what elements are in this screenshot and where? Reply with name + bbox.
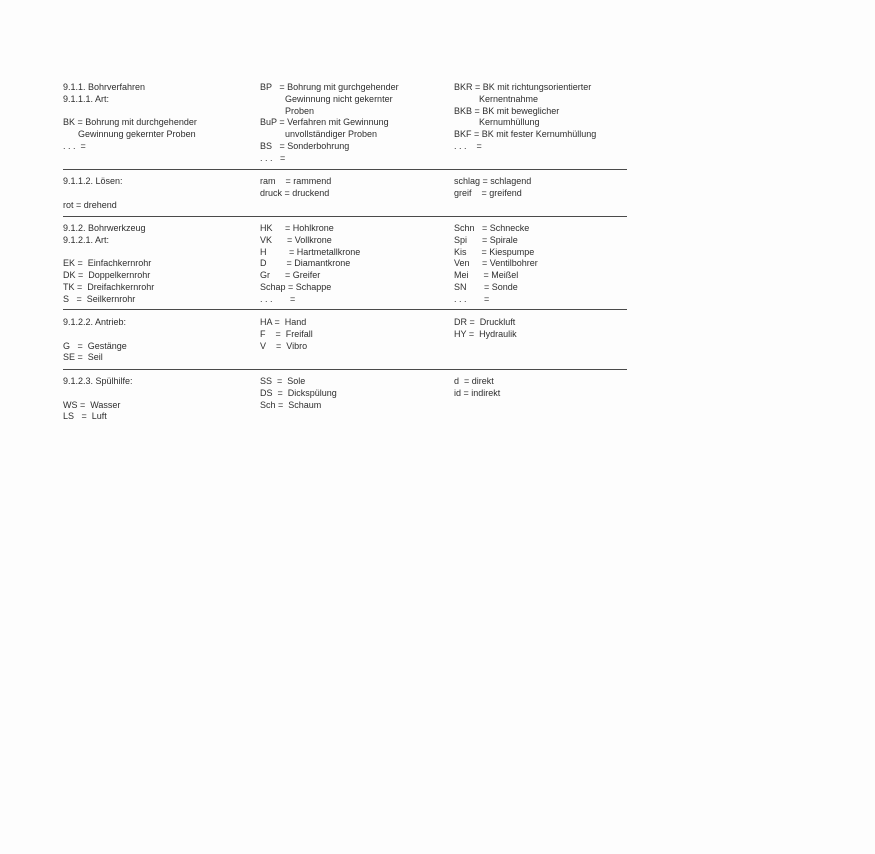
text-line: H = Hartmetallkrone — [260, 246, 361, 257]
text-line: DK = Doppelkernrohr — [63, 270, 151, 281]
section-col-3 — [454, 82, 627, 153]
text-line: G = Gestänge — [63, 340, 127, 351]
section-col-2 — [260, 176, 450, 200]
section-col-1 — [63, 376, 253, 423]
text-line: BKB = BK mit beweglicher — [454, 105, 560, 116]
text-line: Kernumhüllung — [454, 117, 540, 128]
section-divider — [63, 169, 627, 170]
text-line: S = Seilkernrohr — [63, 293, 136, 304]
text-line: ram = rammend — [260, 176, 332, 186]
section-divider — [63, 309, 627, 310]
text-line: 9.1.2.2. Antrieb: — [63, 317, 127, 327]
section-col-3 — [454, 317, 627, 341]
text-line: Ven = Ventilbohrer — [454, 258, 538, 269]
text-line: Kis = Kiespumpe — [454, 246, 535, 257]
text-line: HK = Hohlkrone — [260, 223, 334, 233]
text-line: D = Diamantkrone — [260, 258, 351, 269]
text-line: F = Freifall — [260, 328, 313, 339]
section-col-2 — [260, 376, 450, 411]
text-line: 9.1.1.2. Lösen: — [63, 176, 123, 186]
section-col-2 — [260, 317, 450, 352]
text-line: 9.1.1.1. Art: — [63, 93, 110, 104]
text-line: Gewinnung gekernter Proben — [63, 129, 196, 140]
section-col-1 — [63, 317, 253, 364]
text-line: BKR = BK mit richtungsorientierter — [454, 82, 592, 92]
text-line: 9.1.1. Bohrverfahren — [63, 82, 146, 92]
section-divider — [63, 216, 627, 217]
text-line: unvollständiger Proben — [260, 129, 378, 140]
text-line: WS = Wasser — [63, 399, 121, 410]
text-line: Kernentnahme — [454, 93, 539, 104]
text-line: Sch = Schaum — [260, 399, 322, 410]
text-line: HA = Hand — [260, 317, 307, 327]
text-line: VK = Vollkrone — [260, 234, 332, 245]
text-line: rot = drehend — [63, 199, 117, 210]
text-line: id = indirekt — [454, 387, 501, 398]
text-line: LS = Luft — [63, 411, 107, 422]
text-line: Schap = Schappe — [260, 281, 332, 292]
text-line: . . . = — [454, 140, 482, 151]
text-line: Schn = Schnecke — [454, 223, 530, 233]
text-line: EK = Einfachkernrohr — [63, 258, 152, 269]
text-line: DS = Dickspülung — [260, 387, 337, 398]
text-line: V = Vibro — [260, 340, 308, 351]
text-line: . . . = — [260, 152, 286, 163]
text-line: Gewinnung nicht gekernter — [260, 93, 393, 104]
text-line: schlag = schlagend — [454, 176, 532, 186]
text-line: TK = Dreifachkernrohr — [63, 281, 155, 292]
section-col-1 — [63, 176, 253, 211]
text-line: DR = Druckluft — [454, 317, 516, 327]
section-col-2 — [260, 82, 450, 165]
text-line: . . . = — [454, 293, 490, 304]
section-col-2 — [260, 223, 450, 306]
section-col-3 — [454, 223, 627, 306]
text-line — [63, 247, 253, 259]
text-line — [63, 329, 253, 341]
text-line: BuP = Verfahren mit Gewinnung — [260, 117, 389, 128]
text-line — [63, 388, 253, 400]
text-line: Proben — [260, 105, 315, 116]
text-line — [63, 106, 253, 118]
text-line — [63, 188, 253, 200]
section-col-3 — [454, 376, 627, 400]
text-line: d = direkt — [454, 376, 494, 386]
text-line: . . . = — [63, 140, 86, 151]
text-line: HY = Hydraulik — [454, 328, 517, 339]
text-line: BP = Bohrung mit gurchgehender — [260, 82, 399, 92]
text-line: 9.1.2.3. Spülhilfe: — [63, 376, 133, 386]
text-line: Spi = Spirale — [454, 234, 518, 245]
text-line: BK = Bohrung mit durchgehender — [63, 117, 197, 128]
section-col-1 — [63, 223, 253, 306]
text-line: BS = Sonderbohrung — [260, 140, 350, 151]
text-line: greif = greifend — [454, 187, 522, 198]
text-line: 9.1.2. Bohrwerkzeug — [63, 223, 146, 233]
text-line: Gr = Greifer — [260, 270, 321, 281]
section-divider — [63, 369, 627, 370]
text-line: 9.1.2.1. Art: — [63, 234, 110, 245]
text-line: SE = Seil — [63, 352, 103, 363]
text-line: druck = druckend — [260, 187, 330, 198]
section-col-3 — [454, 176, 627, 200]
section-col-1 — [63, 82, 253, 153]
text-line: Mei = Meißel — [454, 270, 519, 281]
text-line: . . . = — [260, 293, 296, 304]
text-line: SS = Sole — [260, 376, 306, 386]
text-line: SN = Sonde — [454, 281, 518, 292]
text-line: BKF = BK mit fester Kernumhüllung — [454, 129, 597, 140]
